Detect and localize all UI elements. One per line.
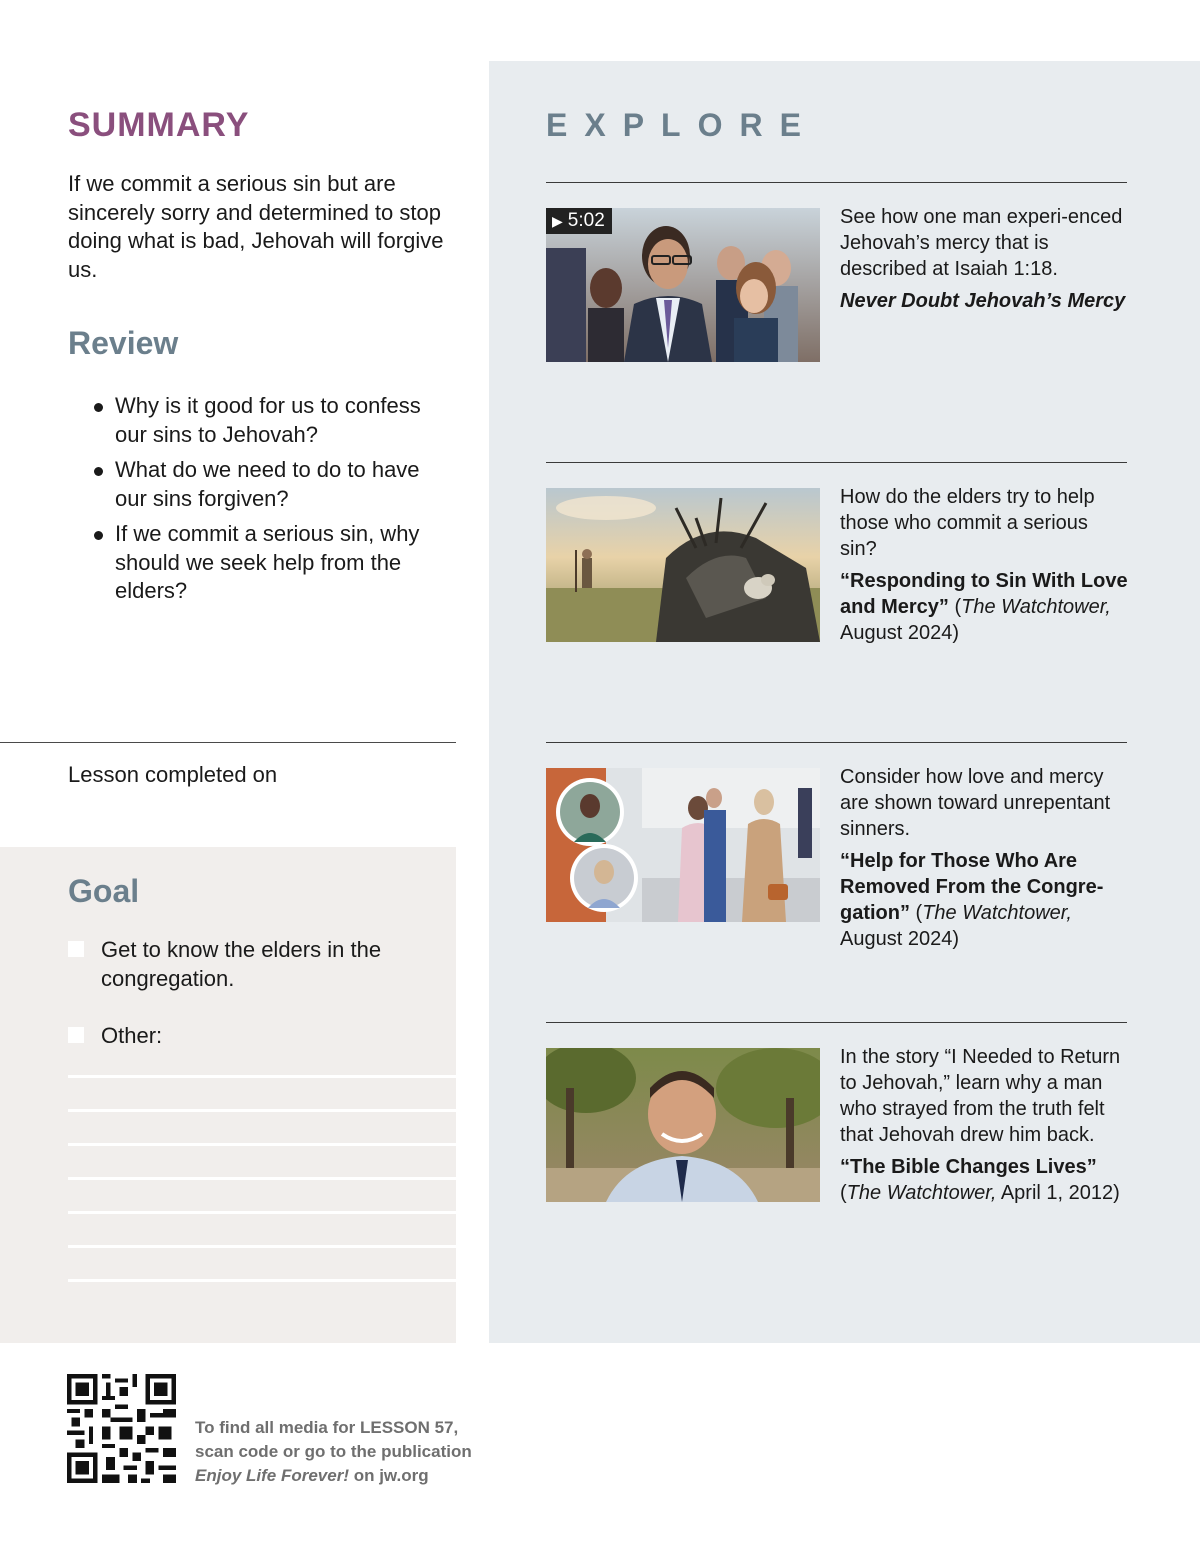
entry-title-link[interactable]: “Responding to Sin With Love and Mercy” (840, 570, 1128, 618)
divider (546, 1022, 1127, 1023)
video-duration-badge: ▶ 5:02 (546, 208, 612, 234)
footer-line: To find all media for LESSON 57, (195, 1418, 459, 1437)
entry-source: The Watchtower, (961, 596, 1111, 618)
goal-item-other[interactable] (68, 1022, 428, 1051)
writing-line[interactable] (68, 1143, 456, 1146)
explore-panel (489, 61, 1200, 1343)
other-checkbox[interactable] (68, 1027, 84, 1043)
smiling-man-image (546, 1048, 820, 1202)
goal-item-label: Get to know the elders in the congregation. (101, 937, 382, 991)
entry-title[interactable]: “Responding to Sin With Love and Mercy” (The Watchtower, August 2024) (840, 570, 1128, 644)
entry-text (840, 764, 1130, 952)
entry-description: In the story “I Needed to Return to Jehovah,” learn why a man who strayed from the truth felt that Jehovah drew him back. (840, 1046, 1121, 1146)
publication-name: Enjoy Life Forever! (195, 1466, 349, 1485)
review-list (92, 392, 452, 613)
entry-source: The Watchtower, (922, 902, 1072, 924)
writing-line[interactable] (68, 1177, 456, 1180)
footer-text (195, 1416, 472, 1488)
review-heading: Review (68, 325, 179, 361)
explore-entry (546, 742, 1127, 950)
writing-line[interactable] (68, 1075, 456, 1078)
qr-code-icon[interactable] (67, 1374, 176, 1483)
explore-heading: EXPLORE (546, 107, 818, 143)
summary-text: If we commit a serious sin but are sincerely sorry and determined to stop doing what is bad, Jehovah will forgive us. (68, 171, 444, 282)
lesson-completed-label: Lesson completed on (68, 762, 278, 787)
divider (0, 742, 456, 743)
entry-date: August 2024) (840, 622, 959, 644)
review-question: What do we need to do to have our sins forgiven? (92, 456, 452, 513)
goal-checkbox[interactable] (68, 941, 84, 957)
writing-line[interactable] (68, 1109, 456, 1112)
explore-entry (546, 182, 1127, 312)
entry-date: August 2024) (840, 928, 959, 950)
entry-description: Consider how love and mercy are shown toward unrepentant sinners. (840, 766, 1111, 840)
entry-text (840, 1044, 1130, 1206)
writing-line[interactable] (68, 1279, 456, 1282)
goal-item[interactable] (68, 936, 428, 993)
entry-text (840, 484, 1130, 646)
summary-heading: SUMMARY (68, 106, 250, 144)
article-thumbnail[interactable] (546, 488, 820, 642)
entry-description: See how one man experi-enced Jehovah’s mercy that is described at Isaiah 1:18. (840, 206, 1123, 280)
divider (546, 182, 1127, 183)
entry-source: The Watchtower, (846, 1182, 997, 1204)
article-thumbnail[interactable] (546, 768, 820, 922)
entry-description: How do the elders try to help those who commit a serious sin? (840, 486, 1095, 560)
entry-title[interactable]: “Help for Those Who Are Removed From the Congre-gation” (The Watchtower, August 2024) (840, 850, 1104, 950)
divider (546, 742, 1127, 743)
article-thumbnail[interactable] (546, 1048, 820, 1202)
divider (546, 462, 1127, 463)
writing-lines[interactable] (68, 1075, 456, 1313)
sisters-greeting-image (546, 768, 820, 922)
entry-title-link[interactable]: “The Bible Changes Lives” (840, 1156, 1097, 1178)
entry-date: April 1, 2012) (1000, 1182, 1120, 1204)
writing-line[interactable] (68, 1245, 456, 1248)
footer-line (195, 1464, 472, 1488)
shepherd-painting-image (546, 488, 820, 642)
explore-entry (546, 1022, 1127, 1204)
goal-item-label: Other: (101, 1023, 163, 1048)
review-question: Why is it good for us to confess our sins to Jehovah? (92, 392, 452, 449)
entry-text (840, 204, 1130, 314)
footer-site: on jw.org (348, 1466, 429, 1485)
explore-entry (546, 462, 1128, 644)
goal-panel (0, 847, 456, 1343)
entry-title-link[interactable]: Never Doubt Jehovah’s Mercy (840, 290, 1126, 312)
writing-line[interactable] (68, 1211, 456, 1214)
goal-heading: Goal (68, 873, 140, 909)
entry-title[interactable]: “The Bible Changes Lives” (The Watchtower, April 1, 2012) (840, 1156, 1120, 1204)
review-question: If we commit a serious sin, why should we seek help from the elders? (92, 520, 452, 606)
footer-line: scan code or go to the publication (195, 1442, 472, 1461)
entry-title-link[interactable]: “Help for Those Who Are Removed From the Congre-gation” (840, 850, 1104, 924)
video-thumbnail[interactable] (546, 208, 820, 362)
